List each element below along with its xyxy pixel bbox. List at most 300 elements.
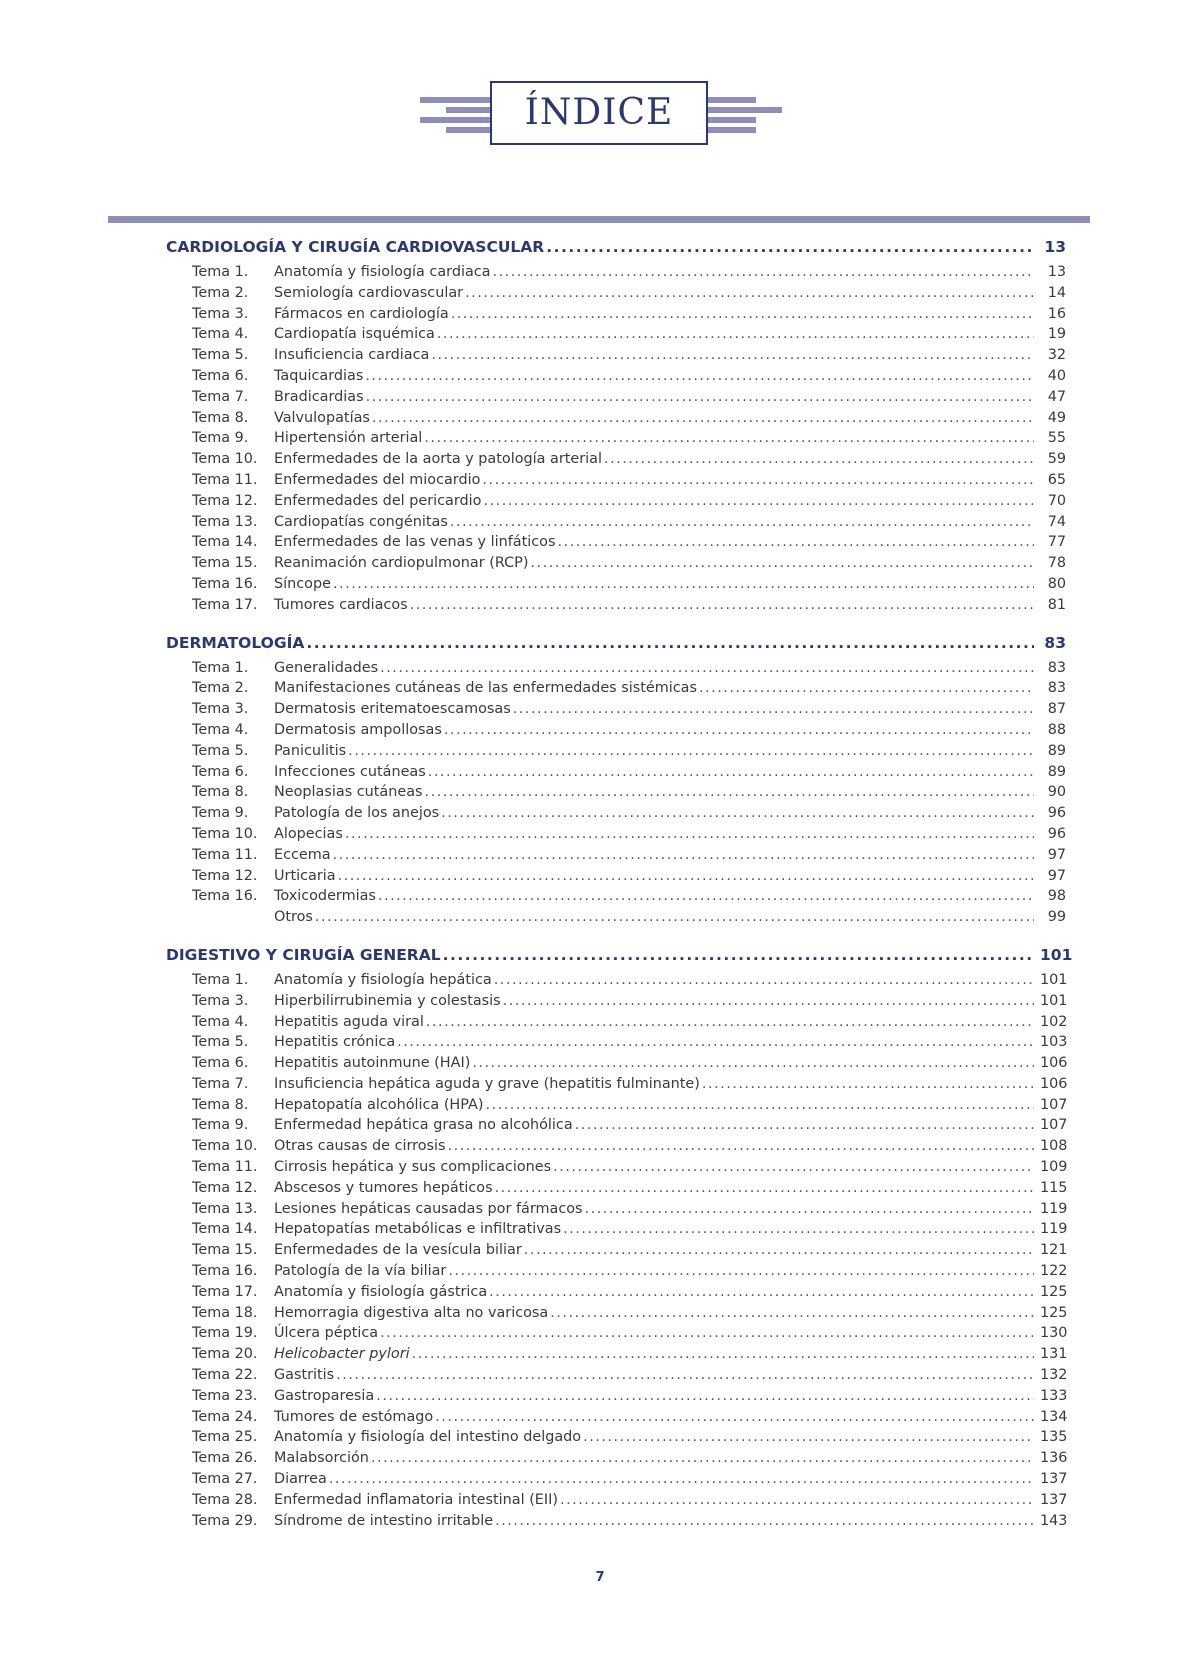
topic-name: Dermatosis eritematoescamosas	[274, 701, 511, 718]
topic-number: Tema 8.	[192, 409, 249, 426]
dot-leader	[503, 993, 1034, 1009]
topic-number: Tema 14.	[192, 1221, 258, 1238]
topic-name: Hepatitis autoinmune (HAI)	[274, 1055, 471, 1072]
topic-page: 122	[1040, 1263, 1068, 1280]
dot-leader	[336, 1367, 1034, 1383]
topic-number: Tema 25.	[192, 1429, 258, 1446]
toc-entry[interactable]	[166, 1429, 1066, 1450]
topic-name: Enfermedades de la vesícula biliar	[274, 1242, 522, 1259]
topic-number: Tema 10.	[192, 1138, 258, 1155]
topic-number: Tema 6.	[192, 367, 249, 384]
topic-name: Hepatitis crónica	[274, 1034, 396, 1051]
dot-leader	[485, 1097, 1034, 1113]
topic-number: Tema 11.	[192, 1159, 258, 1176]
topic-name: Tumores cardiacos	[274, 596, 408, 613]
topic-name: Hipertensión arterial	[274, 430, 423, 447]
toc-entry[interactable]	[166, 347, 1066, 368]
topic-number: Tema 3.	[192, 305, 249, 322]
topic-number: Tema 16.	[192, 1263, 258, 1280]
topic-page: 101	[1040, 992, 1068, 1009]
topic-name: Otros	[274, 909, 313, 926]
topic-name: Cardiopatía isquémica	[274, 326, 435, 343]
toc-entry[interactable]	[166, 1159, 1066, 1180]
topic-page: 103	[1040, 1034, 1068, 1051]
topic-name: Hepatopatías metabólicas e infiltrativas	[274, 1221, 562, 1238]
dot-leader	[448, 1138, 1034, 1154]
topic-page: 88	[1047, 721, 1066, 738]
dot-leader	[329, 1471, 1034, 1487]
topic-name: Síndrome de intestino irritable	[274, 1512, 494, 1529]
topic-number: Tema 11.	[192, 471, 258, 488]
topic-page: 101	[1040, 971, 1068, 988]
topic-page: 106	[1040, 1055, 1068, 1072]
toc-entry[interactable]	[166, 1180, 1066, 1201]
toc-entry[interactable]	[166, 1388, 1066, 1409]
topic-name: Enfermedades del miocardio	[274, 471, 481, 488]
toc-entry[interactable]	[166, 1346, 1066, 1367]
topic-page: 83	[1047, 680, 1066, 697]
topic-number: Tema 6.	[192, 763, 249, 780]
toc-entry[interactable]	[166, 1367, 1066, 1388]
section-heading[interactable]	[166, 945, 1073, 972]
toc-entry[interactable]	[166, 1263, 1066, 1284]
topic-page: 96	[1047, 805, 1066, 822]
topic-number: Tema 14.	[192, 534, 258, 551]
toc-entry[interactable]	[166, 1471, 1066, 1492]
topic-number: Tema 15.	[192, 1242, 258, 1259]
topic-name: Paniculitis	[274, 742, 347, 759]
topic-name: Síncope	[274, 575, 331, 592]
topic-name: Malabsorción	[274, 1450, 369, 1467]
topic-name: Cirrosis hepática y sus complicaciones	[274, 1159, 552, 1176]
topic-number: Tema 12.	[192, 867, 258, 884]
topic-number: Tema 17.	[192, 1283, 258, 1300]
topic-number: Tema 13.	[192, 513, 258, 530]
topic-number: Tema 19.	[192, 1325, 258, 1342]
topic-number: Tema 28.	[192, 1491, 258, 1508]
toc-entry[interactable]	[166, 493, 1066, 514]
toc-entry[interactable]	[166, 805, 1066, 826]
header-decoration-right	[698, 97, 782, 134]
dot-leader	[410, 597, 1034, 613]
topic-name: Patología de la vía biliar	[274, 1263, 447, 1280]
dot-leader	[412, 1346, 1034, 1362]
topic-name: Gastroparesia	[274, 1387, 375, 1404]
topic-number: Tema 12.	[192, 1179, 258, 1196]
toc-entry[interactable]	[166, 660, 1066, 681]
dot-leader	[585, 1201, 1034, 1217]
topic-number: Tema 27.	[192, 1471, 258, 1488]
table-of-contents	[166, 238, 1073, 1533]
section-title: CARDIOLOGÍA Y CIRUGÍA CARDIOVASCULAR	[166, 238, 545, 256]
topic-number: Tema 16.	[192, 575, 258, 592]
topic-number: Tema 13.	[192, 1200, 258, 1217]
dot-leader	[550, 1305, 1034, 1321]
dot-leader	[699, 680, 1034, 696]
dot-leader	[426, 1014, 1034, 1030]
toc-entry[interactable]	[166, 285, 1066, 306]
topic-name: Enfermedad inflamatoria intestinal (EII)	[274, 1491, 558, 1508]
topic-number: Tema 8.	[192, 784, 249, 801]
dot-leader	[378, 888, 1034, 904]
topic-number: Tema 15.	[192, 555, 258, 572]
topic-name: Abscesos y tumores hepáticos	[274, 1179, 493, 1196]
topic-name: Hemorragia digestiva alta no varicosa	[274, 1304, 549, 1321]
section-title: DERMATOLOGÍA	[166, 633, 305, 652]
dot-leader	[495, 1513, 1034, 1529]
topic-name: Manifestaciones cutáneas de las enfermedades sistémicas	[274, 680, 697, 697]
topic-page: 83	[1047, 659, 1066, 676]
dot-leader	[348, 743, 1034, 759]
toc-entry[interactable]	[166, 1055, 1066, 1076]
topic-page: 16	[1047, 305, 1066, 322]
toc-entry[interactable]	[166, 764, 1066, 785]
dot-leader	[524, 1242, 1034, 1258]
topic-name: Lesiones hepáticas causadas por fármacos	[274, 1200, 583, 1217]
topic-number: Tema 5.	[192, 742, 249, 759]
topic-page: 107	[1040, 1117, 1068, 1134]
topic-name: Anatomía y fisiología cardiaca	[274, 264, 491, 280]
topic-page: 136	[1040, 1450, 1068, 1467]
topic-name: Generalidades	[274, 659, 379, 676]
topic-number: Tema 11.	[192, 846, 258, 863]
toc-entry[interactable]	[166, 1492, 1066, 1513]
toc-entry[interactable]	[166, 909, 1066, 930]
dot-leader	[483, 493, 1034, 509]
topic-page: 135	[1040, 1429, 1068, 1446]
topic-name: Gastritis	[274, 1367, 335, 1384]
dot-leader	[333, 576, 1034, 592]
toc-entry[interactable]	[166, 1221, 1066, 1242]
toc-entry[interactable]	[166, 264, 1066, 285]
toc-entry[interactable]	[166, 1450, 1066, 1471]
dot-leader	[465, 285, 1034, 301]
topic-name: Toxicodermias	[274, 888, 376, 905]
topic-page: 121	[1040, 1242, 1068, 1259]
toc-entry[interactable]	[166, 1409, 1066, 1430]
topic-name: Semiología cardiovascular	[274, 284, 464, 301]
toc-entry[interactable]	[166, 534, 1066, 555]
topic-page: 130	[1040, 1325, 1068, 1342]
topic-name: Helicobacter pylori	[274, 1346, 410, 1363]
toc-entry[interactable]	[166, 1076, 1066, 1097]
topic-name: Enfermedades del pericardio	[274, 492, 482, 509]
topic-name: Anatomía y fisiología del intestino delgado	[274, 1429, 582, 1446]
topic-name: Dermatosis ampollosas	[274, 721, 442, 738]
section-page: 83	[1044, 633, 1066, 652]
topic-page: 97	[1047, 846, 1066, 863]
topic-number: Tema 16.	[192, 888, 258, 905]
dot-leader	[345, 826, 1034, 842]
topic-name: Enfermedades de las venas y linfáticos	[274, 534, 556, 551]
dot-leader	[702, 1076, 1034, 1092]
topic-page: 133	[1040, 1387, 1068, 1404]
topic-name: Otras causas de cirrosis	[274, 1138, 446, 1155]
page-title: ÍNDICE	[490, 81, 708, 145]
toc-entry[interactable]	[166, 306, 1066, 327]
toc-entry[interactable]	[166, 784, 1066, 805]
dot-leader	[437, 326, 1034, 342]
dot-leader	[450, 514, 1034, 530]
topic-page: 106	[1040, 1075, 1068, 1092]
dot-leader	[431, 347, 1034, 363]
dot-leader	[306, 634, 1034, 652]
dot-leader	[482, 472, 1034, 488]
topic-page: 125	[1040, 1283, 1068, 1300]
topic-page: 49	[1047, 409, 1066, 426]
topic-number: Tema 20.	[192, 1346, 258, 1363]
topic-name: Urticaria	[274, 867, 336, 884]
topic-page: 109	[1040, 1159, 1068, 1176]
topic-name: Hiperbilirrubinemia y colestasis	[274, 992, 501, 1009]
dot-leader	[380, 660, 1034, 676]
topic-page: 70	[1047, 492, 1066, 509]
topic-number: Tema 2.	[192, 284, 249, 301]
topic-page: 143	[1040, 1512, 1068, 1529]
toc-entry[interactable]	[166, 1513, 1066, 1534]
toc-entry[interactable]	[166, 430, 1066, 451]
topic-page: 19	[1047, 326, 1066, 343]
dot-leader	[583, 1429, 1034, 1445]
topic-name: Cardiopatías congénitas	[274, 513, 448, 530]
topic-page: 96	[1047, 825, 1066, 842]
topic-page: 115	[1040, 1179, 1068, 1196]
topic-name: Fármacos en cardiología	[274, 305, 449, 322]
dot-leader	[441, 805, 1034, 821]
topic-page: 65	[1047, 471, 1066, 488]
topic-number: Tema 5.	[192, 347, 249, 364]
topic-page: 137	[1040, 1471, 1068, 1488]
toc-entry[interactable]	[166, 1325, 1066, 1346]
topic-number: Tema 1.	[192, 264, 249, 280]
toc-entry[interactable]	[166, 680, 1066, 701]
topic-number: Tema 17.	[192, 596, 258, 613]
toc-entry[interactable]	[166, 576, 1066, 597]
toc-entry[interactable]	[166, 451, 1066, 472]
dot-leader	[575, 1117, 1034, 1133]
dot-leader	[546, 238, 1034, 256]
toc-entry[interactable]	[166, 368, 1066, 389]
topic-name: Insuficiencia cardiaca	[274, 347, 430, 364]
dot-leader	[338, 868, 1034, 884]
topic-page: 87	[1047, 701, 1066, 718]
dot-leader	[366, 389, 1034, 405]
toc-entry[interactable]	[166, 1284, 1066, 1305]
topic-name: Tumores de estómago	[274, 1408, 434, 1425]
dot-leader	[472, 1055, 1034, 1071]
topic-number: Tema 4.	[192, 326, 249, 343]
header-decoration-left	[420, 97, 500, 134]
topic-page: 119	[1040, 1200, 1068, 1217]
topic-number: Tema 7.	[192, 388, 249, 405]
topic-page: 97	[1047, 867, 1066, 884]
dot-leader	[425, 784, 1034, 800]
topic-number: Tema 8.	[192, 1096, 249, 1113]
topic-number: Tema 9.	[192, 805, 249, 822]
toc-entry[interactable]	[166, 722, 1066, 743]
topic-name: Úlcera péptica	[274, 1325, 379, 1342]
toc-entry[interactable]	[166, 1034, 1066, 1055]
section-title: DIGESTIVO Y CIRUGÍA GENERAL	[166, 945, 441, 964]
topic-page: 90	[1047, 784, 1066, 801]
toc-entry[interactable]	[166, 389, 1066, 410]
topic-name: Anatomía y fisiología hepática	[274, 971, 492, 988]
topic-number: Tema 9.	[192, 430, 249, 447]
topic-number: Tema 29.	[192, 1512, 258, 1529]
toc-entry[interactable]	[166, 868, 1066, 889]
topic-page: 119	[1040, 1221, 1068, 1238]
toc-entry[interactable]	[166, 743, 1066, 764]
topic-number: Tema 12.	[192, 492, 258, 509]
topic-page: 13	[1047, 264, 1066, 280]
topic-name: Enfermedad hepática grasa no alcohólica	[274, 1117, 573, 1134]
topic-number: Tema 2.	[192, 680, 249, 697]
toc-entry[interactable]	[166, 555, 1066, 576]
topic-name: Valvulopatías	[274, 409, 370, 426]
toc-entry[interactable]	[166, 1242, 1066, 1263]
topic-number: Tema 4.	[192, 1013, 249, 1030]
toc-entry[interactable]	[166, 472, 1066, 493]
topic-number: Tema 26.	[192, 1450, 258, 1467]
toc-entry[interactable]	[166, 1014, 1066, 1035]
toc-entry[interactable]	[166, 1138, 1066, 1159]
topic-name: Alopecias	[274, 825, 343, 842]
topic-number: Tema 9.	[192, 1117, 249, 1134]
topic-name: Patología de los anejos	[274, 805, 440, 822]
topic-number: Tema 7.	[192, 1075, 249, 1092]
section-heading[interactable]	[166, 634, 1066, 660]
topic-number: Tema 24.	[192, 1408, 258, 1425]
header-divider	[108, 216, 1090, 223]
toc-entry[interactable]	[166, 701, 1066, 722]
topic-name: Diarrea	[274, 1471, 327, 1488]
topic-number: Tema 10.	[192, 825, 258, 842]
topic-name: Enfermedades de la aorta y patología arterial	[274, 451, 602, 468]
dot-leader	[495, 1180, 1034, 1196]
topic-page: 89	[1047, 763, 1066, 780]
dot-leader	[489, 1284, 1034, 1300]
topic-page: 137	[1040, 1491, 1068, 1508]
topic-page: 108	[1040, 1138, 1068, 1155]
section-heading[interactable]	[166, 238, 1066, 264]
topic-name: Hepatopatía alcohólica (HPA)	[274, 1096, 484, 1113]
dot-leader	[428, 764, 1034, 780]
topic-page: 59	[1047, 451, 1066, 468]
topic-name: Anatomía y fisiología gástrica	[274, 1283, 488, 1300]
dot-leader	[563, 1221, 1034, 1237]
toc-entry[interactable]	[166, 514, 1066, 535]
topic-page: 81	[1047, 596, 1066, 613]
topic-number: Tema 3.	[192, 992, 249, 1009]
topic-number: Tema 23.	[192, 1387, 258, 1404]
section-gap	[166, 930, 1066, 946]
dot-leader	[397, 1034, 1034, 1050]
dot-leader	[448, 1263, 1034, 1279]
topic-name: Taquicardias	[274, 367, 364, 384]
topic-page: 77	[1047, 534, 1066, 551]
section-page: 101	[1040, 945, 1073, 964]
topic-page: 55	[1047, 430, 1066, 447]
toc-entry[interactable]	[166, 1201, 1066, 1222]
topic-page: 89	[1047, 742, 1066, 759]
section-gap	[166, 618, 1066, 634]
toc-entry[interactable]	[166, 326, 1066, 347]
topic-name: Bradicardias	[274, 388, 364, 405]
toc-entry[interactable]	[166, 826, 1066, 847]
topic-page: 32	[1047, 347, 1066, 364]
toc-entry[interactable]	[166, 972, 1066, 993]
toc-entry[interactable]	[166, 1097, 1066, 1118]
toc-entry[interactable]	[166, 410, 1066, 431]
topic-name: Reanimación cardiopulmonar (RCP)	[274, 555, 529, 572]
toc-entry[interactable]	[166, 1305, 1066, 1326]
topic-number: Tema 5.	[192, 1034, 249, 1051]
topic-number: Tema 18.	[192, 1304, 258, 1321]
topic-number: Tema 10.	[192, 451, 258, 468]
topic-page: 78	[1047, 555, 1066, 572]
dot-leader	[444, 722, 1034, 738]
topic-number: Tema 22.	[192, 1367, 258, 1384]
dot-leader	[553, 1159, 1034, 1175]
toc-entry[interactable]	[166, 1117, 1066, 1138]
toc-entry[interactable]	[166, 888, 1066, 909]
topic-page: 125	[1040, 1304, 1068, 1321]
dot-leader	[435, 1409, 1034, 1425]
topic-page: 102	[1040, 1013, 1068, 1030]
dot-leader	[333, 847, 1034, 863]
topic-name: Hepatitis aguda viral	[274, 1013, 424, 1030]
dot-leader	[372, 410, 1034, 426]
dot-leader	[365, 368, 1034, 384]
toc-entry[interactable]	[166, 993, 1066, 1014]
page-number: 7	[595, 1570, 605, 1585]
toc-entry[interactable]	[166, 597, 1066, 618]
topic-number: Tema 1.	[192, 971, 249, 988]
topic-page: 99	[1047, 909, 1066, 926]
topic-page: 98	[1047, 888, 1066, 905]
topic-name: Insuficiencia hepática aguda y grave (hepatitis fulminante)	[274, 1075, 700, 1092]
dot-leader	[315, 909, 1034, 925]
dot-leader	[380, 1325, 1034, 1341]
dot-leader	[424, 430, 1034, 446]
topic-page: 74	[1047, 513, 1066, 530]
topic-page: 132	[1040, 1367, 1068, 1384]
dot-leader	[494, 972, 1034, 988]
index-header	[0, 0, 1200, 160]
dot-leader	[371, 1450, 1034, 1466]
dot-leader	[493, 264, 1035, 280]
topic-page: 14	[1047, 284, 1066, 301]
topic-page: 40	[1047, 367, 1066, 384]
topic-page: 131	[1040, 1346, 1068, 1363]
topic-number: Tema 6.	[192, 1055, 249, 1072]
dot-leader	[560, 1492, 1034, 1508]
dot-leader	[530, 555, 1034, 571]
topic-page: 107	[1040, 1096, 1068, 1113]
topic-page: 134	[1040, 1408, 1068, 1425]
topic-number: Tema 1.	[192, 659, 249, 676]
section-page: 13	[1044, 238, 1066, 256]
topic-page: 80	[1047, 575, 1066, 592]
topic-page: 47	[1047, 388, 1066, 405]
topic-name: Infecciones cutáneas	[274, 763, 426, 780]
toc-entry[interactable]	[166, 847, 1066, 868]
dot-leader	[376, 1388, 1034, 1404]
topic-number: Tema 4.	[192, 721, 249, 738]
dot-leader	[557, 534, 1034, 550]
dot-leader	[513, 701, 1034, 717]
topic-name: Eccema	[274, 846, 331, 863]
